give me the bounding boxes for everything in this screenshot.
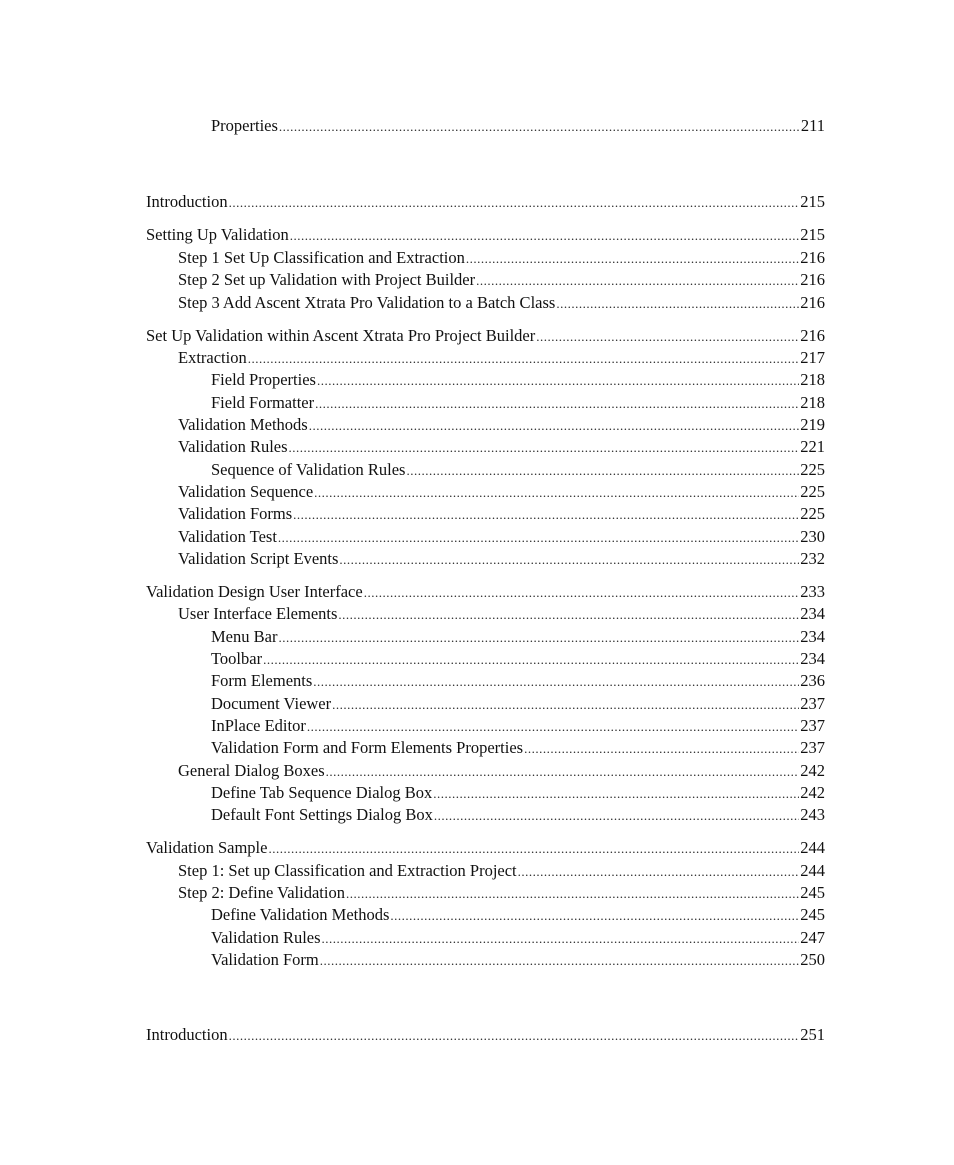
toc-entry-title: Setting Up Validation — [146, 225, 289, 244]
toc-entry-title: Validation Design User Interface — [146, 582, 363, 601]
toc-entry[interactable] — [146, 837, 825, 859]
toc-entry-page-number: 215 — [800, 225, 825, 244]
toc-entry[interactable] — [211, 626, 825, 648]
toc-entry[interactable] — [211, 369, 825, 391]
toc-entry-page-number: 225 — [800, 460, 825, 479]
dot-leader — [268, 838, 799, 860]
toc-entry-title: Validation Form — [211, 950, 319, 969]
toc-entry-title: Validation Script Events — [178, 549, 339, 568]
toc-entry-title: Step 1 Set Up Classification and Extraction — [178, 248, 465, 267]
dot-leader — [339, 549, 799, 571]
toc-entry[interactable] — [211, 927, 825, 949]
dot-leader — [518, 861, 800, 883]
dot-leader — [338, 604, 799, 626]
dot-leader — [290, 225, 800, 247]
dot-leader — [248, 348, 800, 370]
toc-entry-page-number: 225 — [800, 504, 825, 523]
toc-entry[interactable] — [178, 882, 825, 904]
toc-entry-title: Introduction — [146, 1025, 228, 1044]
toc-entry-title: Sequence of Validation Rules — [211, 460, 406, 479]
toc-entry-title: Toolbar — [211, 649, 263, 668]
toc-entry-page-number: 237 — [800, 716, 825, 735]
dot-leader — [434, 805, 799, 827]
toc-entry[interactable] — [211, 670, 825, 692]
toc-entry-title: InPlace Editor — [211, 716, 306, 735]
toc-entry-title: Validation Rules — [211, 928, 321, 947]
dot-leader — [390, 905, 799, 927]
dot-leader — [293, 504, 799, 526]
toc-entry-page-number: 215 — [800, 192, 825, 211]
toc-entry-title: Form Elements — [211, 671, 313, 690]
dot-leader — [524, 738, 799, 760]
toc-entry[interactable] — [178, 760, 825, 782]
toc-entry-page-number: 233 — [800, 582, 825, 601]
dot-leader — [229, 1025, 800, 1047]
dot-leader — [263, 649, 799, 671]
toc-entry-page-number: 236 — [800, 671, 825, 690]
toc-entry-title: Define Validation Methods — [211, 905, 390, 924]
toc-entry[interactable] — [146, 224, 825, 246]
toc-entry-title: General Dialog Boxes — [178, 761, 325, 780]
dot-leader — [307, 716, 799, 738]
toc-entry-title: Validation Test — [178, 527, 277, 546]
toc-entry[interactable] — [178, 481, 825, 503]
toc-entry-title: Document Viewer — [211, 694, 332, 713]
toc-entry-title: Extraction — [178, 348, 247, 367]
toc-entry-page-number: 225 — [800, 482, 825, 501]
toc-entry-page-number: 247 — [800, 928, 825, 947]
toc-entry[interactable] — [211, 904, 825, 926]
toc-entry-page-number: 237 — [800, 694, 825, 713]
toc-entry-page-number: 234 — [800, 649, 825, 668]
toc-entry-page-number: 237 — [800, 738, 825, 757]
toc-entry-title: Step 2: Define Validation — [178, 883, 345, 902]
toc-entry[interactable] — [211, 737, 825, 759]
dot-leader — [556, 293, 799, 315]
toc-entry[interactable] — [211, 804, 825, 826]
toc-entry-page-number: 234 — [800, 604, 825, 623]
toc-entry-page-number: 216 — [800, 248, 825, 267]
toc-entry-page-number: 250 — [800, 950, 825, 969]
toc-entry[interactable] — [146, 1024, 825, 1046]
dot-leader — [279, 116, 800, 138]
toc-entry-page-number: 211 — [800, 116, 825, 135]
toc-entry[interactable] — [178, 269, 825, 291]
toc-entry[interactable] — [211, 782, 825, 804]
dot-leader — [229, 192, 800, 214]
toc-entry[interactable] — [178, 247, 825, 269]
toc-entry[interactable] — [178, 526, 825, 548]
toc-entry-title: User Interface Elements — [178, 604, 338, 623]
toc-entry[interactable] — [178, 603, 825, 625]
toc-entry-page-number: 232 — [800, 549, 825, 568]
dot-leader — [406, 460, 799, 482]
toc-entry-page-number: 216 — [800, 293, 825, 312]
toc-entry-title: Validation Form and Form Elements Properties — [211, 738, 524, 757]
toc-entry[interactable] — [178, 503, 825, 525]
toc-entry[interactable] — [178, 347, 825, 369]
toc-entry-title: Introduction — [146, 192, 228, 211]
toc-entry-page-number: 251 — [800, 1025, 825, 1044]
toc-entry-page-number: 244 — [800, 838, 825, 857]
toc-entry[interactable] — [211, 115, 825, 137]
toc-entry-title: Validation Sample — [146, 838, 268, 857]
toc-entry[interactable] — [178, 414, 825, 436]
toc-entry-title: Field Formatter — [211, 393, 315, 412]
toc-entry-page-number: 216 — [800, 270, 825, 289]
dot-leader — [278, 527, 799, 549]
toc-entry[interactable] — [146, 325, 825, 347]
toc-entry[interactable] — [211, 392, 825, 414]
toc-entry-title: Default Font Settings Dialog Box — [211, 805, 433, 824]
dot-leader — [364, 582, 800, 604]
dot-leader — [315, 393, 799, 415]
toc-entry[interactable] — [178, 860, 825, 882]
dot-leader — [332, 694, 799, 716]
toc-entry-title: Validation Forms — [178, 504, 293, 523]
toc-entry-title: Validation Methods — [178, 415, 308, 434]
toc-entry-title: Field Properties — [211, 370, 316, 389]
toc-entry[interactable] — [178, 292, 825, 314]
toc-entry-page-number: 230 — [800, 527, 825, 546]
toc-entry-title: Define Tab Sequence Dialog Box — [211, 783, 433, 802]
toc-entry-page-number: 243 — [800, 805, 825, 824]
toc-entry-page-number: 217 — [800, 348, 825, 367]
toc-entry-page-number: 216 — [800, 326, 825, 345]
toc-entry[interactable] — [211, 648, 825, 670]
toc-entry[interactable] — [178, 436, 825, 458]
toc-entry-page-number: 221 — [800, 437, 825, 456]
dot-leader — [317, 370, 799, 392]
dot-leader — [278, 627, 799, 649]
dot-leader — [466, 248, 799, 270]
dot-leader — [309, 415, 800, 437]
dot-leader — [536, 326, 799, 348]
toc-entry-page-number: 218 — [800, 370, 825, 389]
dot-leader — [313, 671, 799, 693]
toc-entry-title: Properties — [211, 116, 278, 135]
toc-entry-title: Step 3 Add Ascent Xtrata Pro Validation to a Batch Class — [178, 293, 556, 312]
dot-leader — [289, 437, 800, 459]
toc-entry-page-number: 219 — [800, 415, 825, 434]
dot-leader — [476, 270, 799, 292]
dot-leader — [346, 883, 799, 905]
toc-entry[interactable] — [211, 949, 825, 971]
toc-entry-title: Step 2 Set up Validation with Project Builder — [178, 270, 476, 289]
toc-entry-page-number: 218 — [800, 393, 825, 412]
toc-entry-page-number: 245 — [800, 905, 825, 924]
dot-leader — [322, 928, 800, 950]
toc-entry[interactable] — [211, 693, 825, 715]
dot-leader — [326, 761, 800, 783]
toc-entry-page-number: 234 — [800, 627, 825, 646]
toc-entry-page-number: 242 — [800, 761, 825, 780]
toc-entry-page-number: 245 — [800, 883, 825, 902]
toc-entry-title: Validation Rules — [178, 437, 288, 456]
toc-entry[interactable] — [211, 715, 825, 737]
toc-entry-title: Menu Bar — [211, 627, 278, 646]
dot-leader — [433, 783, 799, 805]
dot-leader — [320, 950, 800, 972]
toc-entry-title: Set Up Validation within Ascent Xtrata Pro Project Builder — [146, 326, 536, 345]
toc-entry-title: Step 1: Set up Classification and Extraction Project — [178, 861, 517, 880]
toc-entry-title: Validation Sequence — [178, 482, 314, 501]
toc-entry[interactable] — [178, 548, 825, 570]
toc-entry-page-number: 242 — [800, 783, 825, 802]
dot-leader — [314, 482, 799, 504]
toc-entry[interactable] — [211, 459, 825, 481]
toc-entry-page-number: 244 — [800, 861, 825, 880]
toc-entry[interactable] — [146, 191, 825, 213]
toc-entry[interactable] — [146, 581, 825, 603]
